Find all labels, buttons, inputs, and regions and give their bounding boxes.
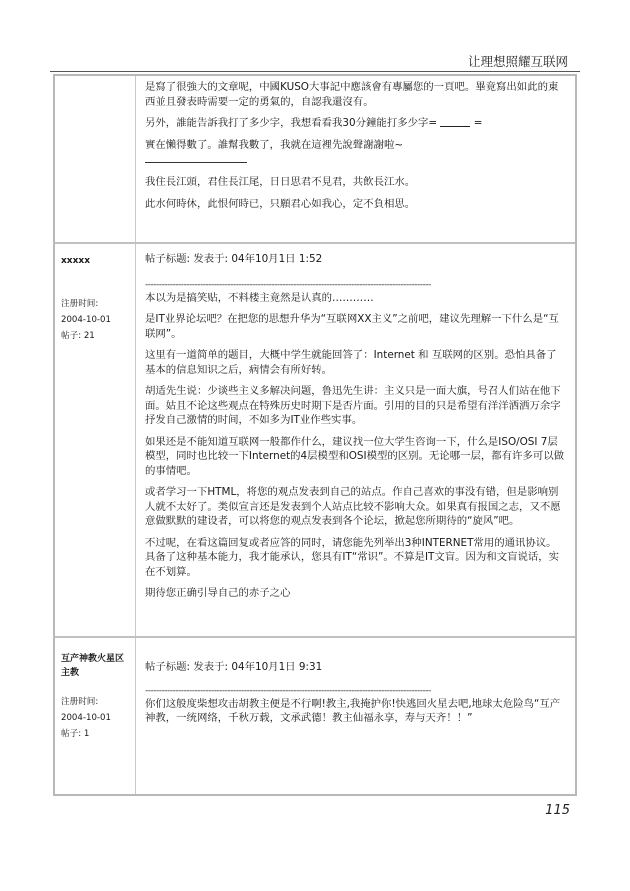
- paragraph: 期待您正确引导自己的赤子之心: [145, 587, 291, 599]
- continued-post-content: [145, 80, 565, 218]
- post1-author: xxxxx: [61, 256, 91, 266]
- post1-reg-label: 注册时间:: [61, 299, 99, 309]
- row-divider-2: [55, 636, 575, 638]
- paragraph: 本以为是搞笑贴，不料楼主竟然是认真的…………: [145, 291, 374, 304]
- running-header-title: 让理想照耀互联网: [467, 54, 568, 69]
- paragraph: 是寫了很強大的文章呢，中國KUSO大事記中應該會有專屬您的一頁吧。畢竟寫出如此的東西並且發表時需要一定的勇氣的，自認我還沒有。: [145, 81, 559, 108]
- paragraph: 如果还是不能知道互联网一般都作什么，建议找一位大学生咨询一下，什么是ISO/OSI 7层模型，同时也比较一下Internet的4层模型和OSI模型的区别。无论哪一层，都有许多可以做的事情吧。: [145, 435, 564, 477]
- post2-post-count: 帖子: 1: [61, 729, 90, 739]
- forum-thread-table: [53, 74, 577, 796]
- word-count-question-text: 另外，誰能告訴我打了多少字，我想看看我30分鐘能打多少字=: [145, 117, 438, 129]
- post1-post-count: 帖子: 21: [61, 331, 95, 341]
- signature-line: 我住長江頭，君住長江尾，日日思君不見君，共飲長江水。: [145, 176, 416, 188]
- post1-title-line: 帖子标题: 发表于: 04年10月1日 1:52: [145, 253, 323, 265]
- row-divider-1: [55, 242, 575, 244]
- post2-author: 互产神教火星区 主教: [61, 654, 125, 678]
- post1-reg-date: 2004-10-01: [61, 315, 111, 325]
- paragraph: 不过呢，在看这篇回复或者应答的同时，请您能先列举出3种INTERNET常用的通讯协议。具备了这种基本能力，我才能承认，您具有IT“常识”。不算是IT文盲。因为和文盲说话，实在不划算。: [145, 536, 560, 578]
- paragraph: 胡适先生说：少谈些主义多解决问题，鲁迅先生讲：主义只是一面大旗，号召人们站在他下面。姑且不论这些观点在特殊历史时期下是否片面。引用的目的只是希望有洋洋洒洒万余字抒发自己激情的时间，不如多为IT业作些实事。: [145, 385, 561, 426]
- signature-rule: [145, 162, 247, 163]
- signature-line: 此水何時休，此恨何時已，只願君心如我心，定不負相思。: [145, 197, 416, 210]
- page-number: 115: [545, 803, 570, 818]
- paragraph: 實在懶得數了。誰幫我數了，我就在這裡先說聲謝謝啦~: [145, 138, 404, 151]
- paragraph: 你们这般度柴想攻击胡教主便是不行啊!教主,我掩护你!快逃回火星去吧,地球太危险鸟“互产神教，一统网络，千秋万载，文承武德！教主仙福永享，寿与天齐！！”: [145, 697, 561, 724]
- paragraph: 这里有一道简单的题目，大概中学生就能回答了：Internet 和 互联网的区别。恐怕具备了基本的信息知识之后，病情会有所好转。: [145, 349, 557, 376]
- post1-divider: --------------------------------------------------------------------------------------------------------: [145, 279, 431, 290]
- post2-content: [145, 660, 565, 733]
- paragraph: 或者学习一下HTML，将您的观点发表到自己的站点。作自己喜欢的事没有错，但是影响别人就不太好了。类似宣言还是发表到个人站点比较不影响大众。如果真有报国之志，又不愿意做默默的建设者，可以将您的观点发表到各个论坛，掀起您所期待的“旋风”吧。: [145, 486, 561, 527]
- header-rule: [50, 71, 580, 72]
- post2-reg-date: 2004-10-01: [61, 713, 111, 723]
- post2-title-line: 帖子标题: 发表于: 04年10月1日 9:31: [145, 661, 323, 673]
- post1-author-panel: [61, 254, 133, 344]
- equals-sign: =: [473, 117, 483, 129]
- post1-content: [145, 252, 565, 608]
- column-divider: [135, 76, 136, 794]
- post2-author-panel: [61, 652, 133, 742]
- paragraph: 是IT业界论坛吧？在把您的思想升华为“互联网XX主义”之前吧，建议先理解一下什么是“互联网”。: [145, 313, 559, 340]
- post2-reg-label: 注册时间:: [61, 697, 99, 707]
- answer-blank: [440, 116, 470, 127]
- word-count-question: [145, 116, 565, 131]
- post2-divider: --------------------------------------------------------------------------------------------------------: [145, 685, 431, 696]
